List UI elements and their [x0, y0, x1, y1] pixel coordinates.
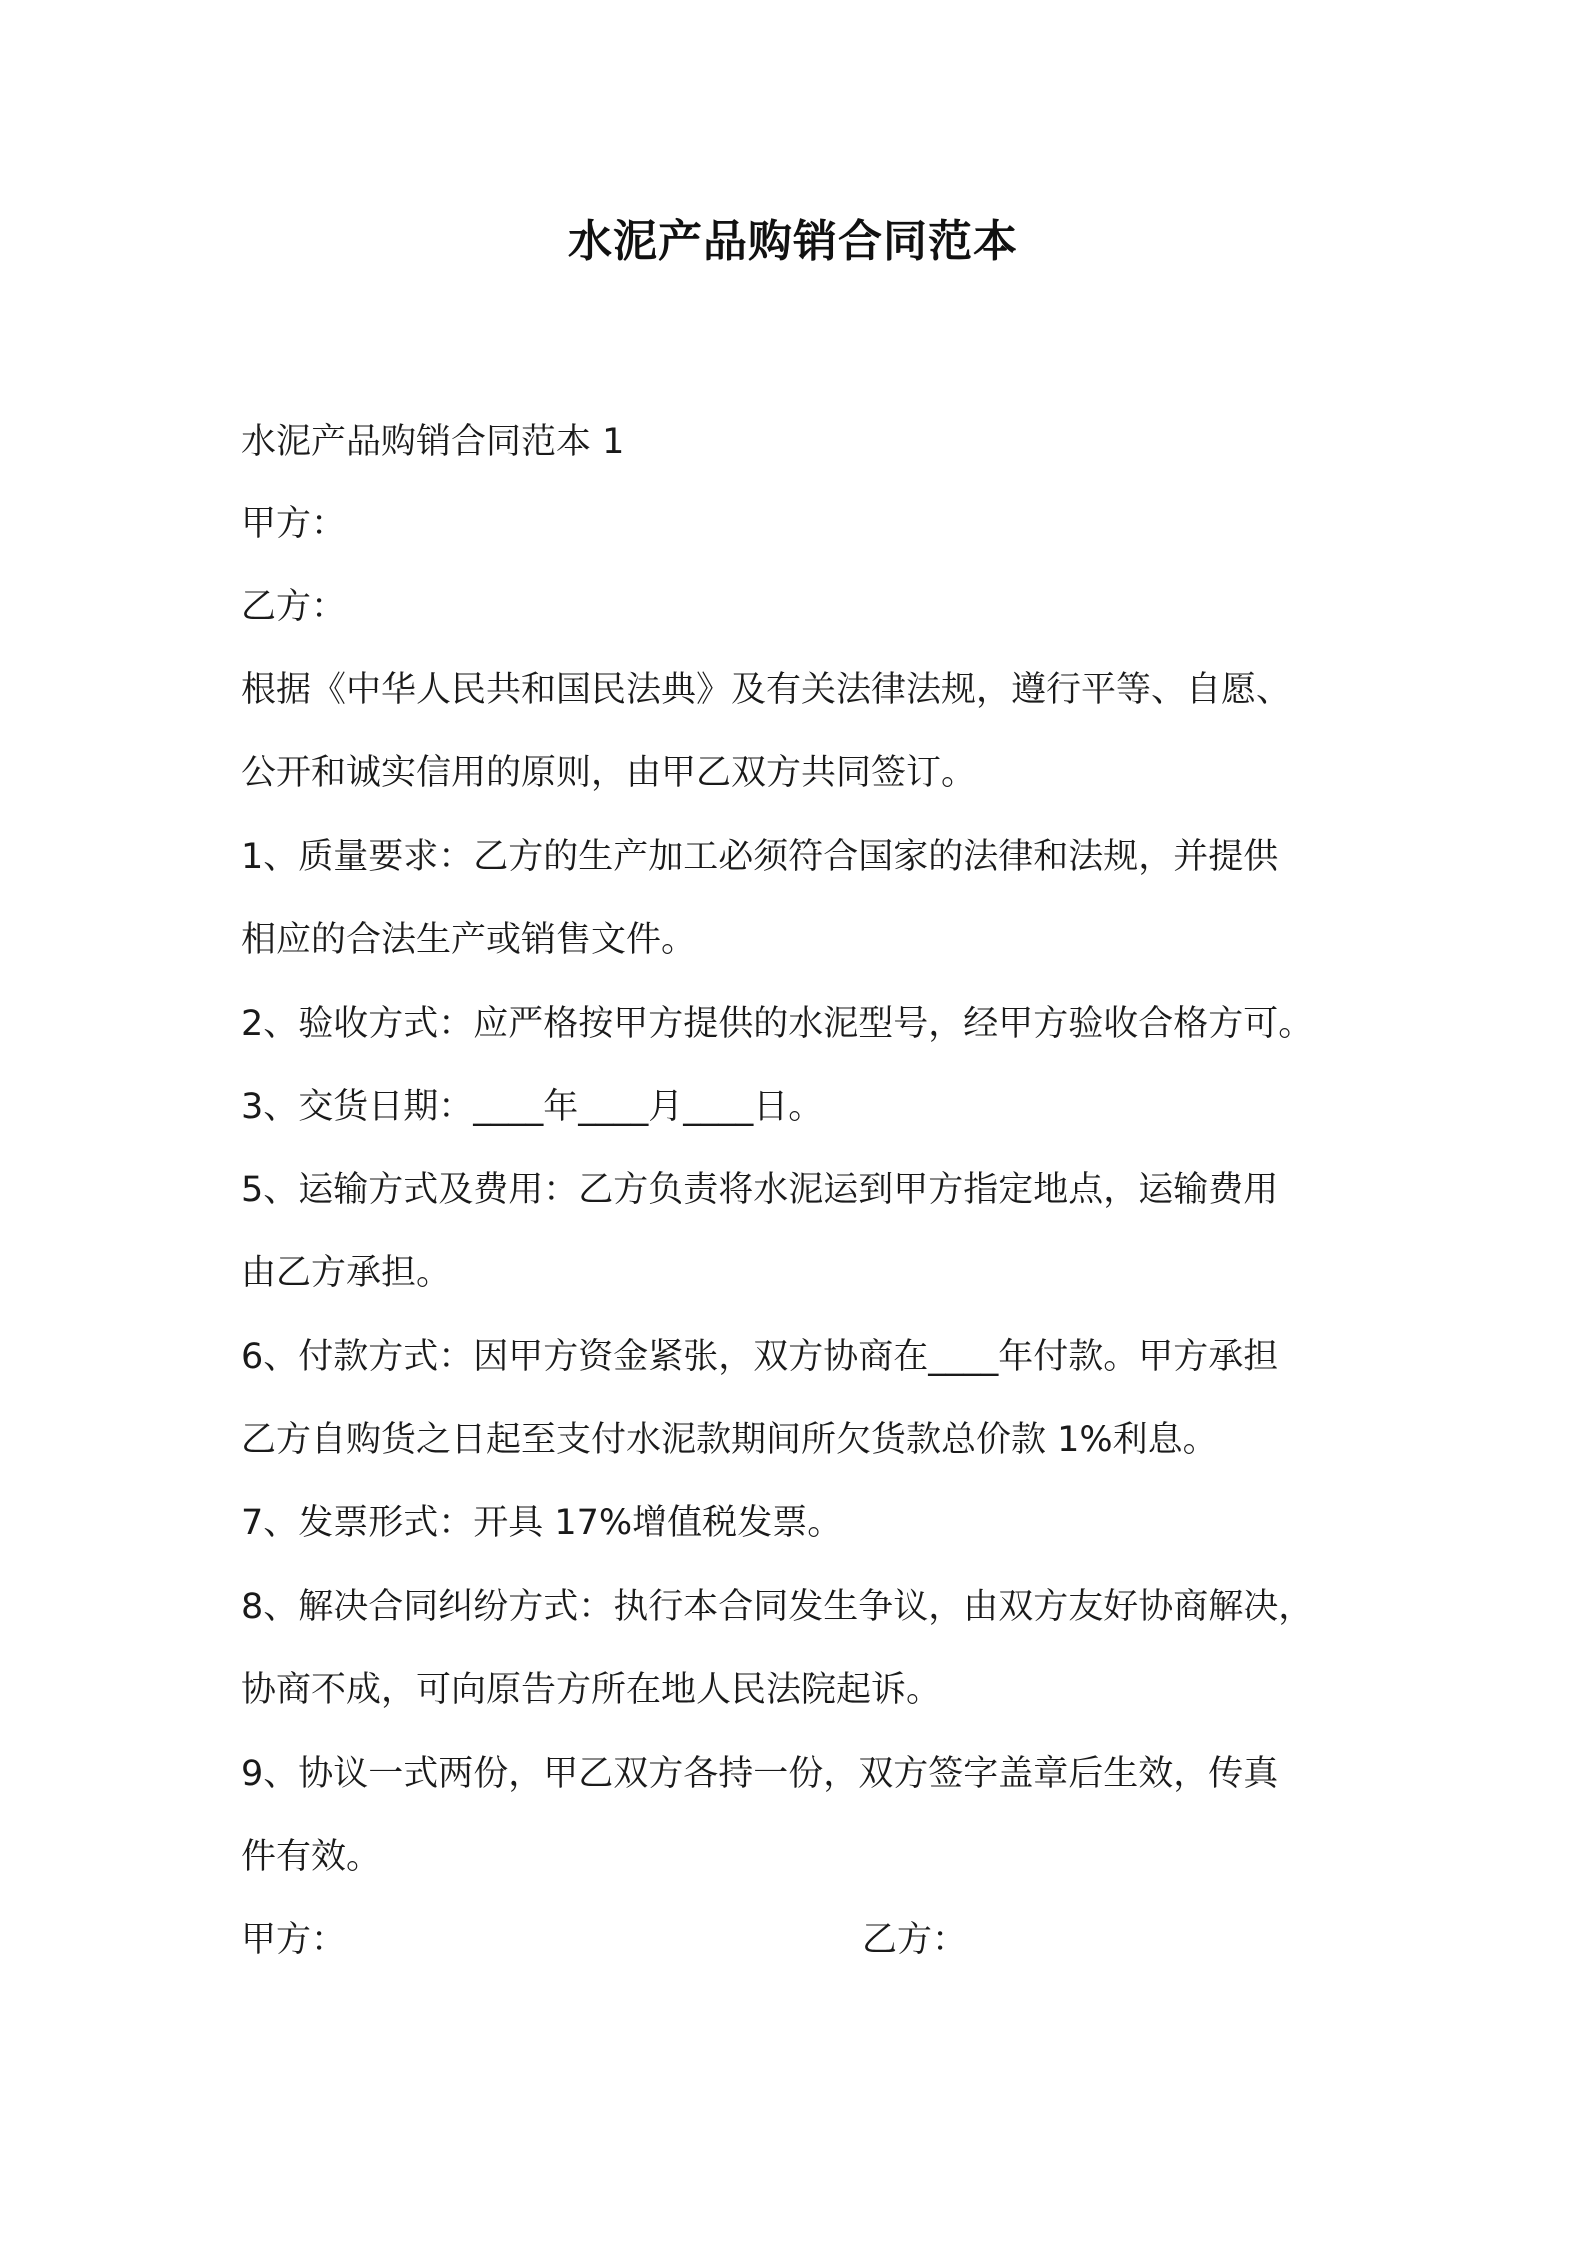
- contract-subtitle: 水泥产品购销合同范本 1: [241, 422, 625, 462]
- signature-party-a: 甲方：: [241, 1920, 347, 1960]
- signature-party-b: 乙方：: [862, 1920, 968, 1960]
- clause-8-line-1: 8、解决合同纠纷方式：执行本合同发生争议，由双方友好协商解决，: [241, 1587, 1314, 1627]
- clause-8-line-2: 协商不成，可向原告方所在地人民法院起诉。: [241, 1670, 942, 1710]
- clause-9-line-2: 件有效。: [241, 1837, 382, 1877]
- intro-line-2: 公开和诚实信用的原则，由甲乙双方共同签订。: [241, 753, 977, 793]
- party-b-label: 乙方：: [241, 587, 347, 627]
- clause-2-line-1: 2、验收方式：应严格按甲方提供的水泥型号，经甲方验收合格方可。: [241, 1004, 1314, 1044]
- clause-6-line-2: 乙方自购货之日起至支付水泥款期间所欠货款总价款 1%利息。: [241, 1420, 1218, 1460]
- clause-5-line-1: 5、运输方式及费用：乙方负责将水泥运到甲方指定地点，运输费用: [241, 1170, 1279, 1210]
- clause-7-line-1: 7、发票形式：开具 17%增值税发票。: [241, 1503, 843, 1543]
- party-a-label: 甲方：: [241, 504, 347, 544]
- clause-3-line-1: 3、交货日期：____年____月____日。: [241, 1087, 824, 1127]
- clause-1-line-2: 相应的合法生产或销售文件。: [241, 920, 697, 960]
- clause-5-line-2: 由乙方承担。: [241, 1253, 452, 1293]
- intro-line-1: 根据《中华人民共和国民法典》及有关法律法规，遵行平等、自愿、: [241, 670, 1292, 710]
- clause-9-line-1: 9、协议一式两份，甲乙双方各持一份，双方签字盖章后生效，传真: [241, 1754, 1279, 1794]
- document-title: 水泥产品购销合同范本: [568, 216, 1018, 267]
- clause-6-line-1: 6、付款方式：因甲方资金紧张，双方协商在____年付款。甲方承担: [241, 1337, 1279, 1377]
- clause-1-line-1: 1、质量要求：乙方的生产加工必须符合国家的法律和法规，并提供: [241, 837, 1279, 877]
